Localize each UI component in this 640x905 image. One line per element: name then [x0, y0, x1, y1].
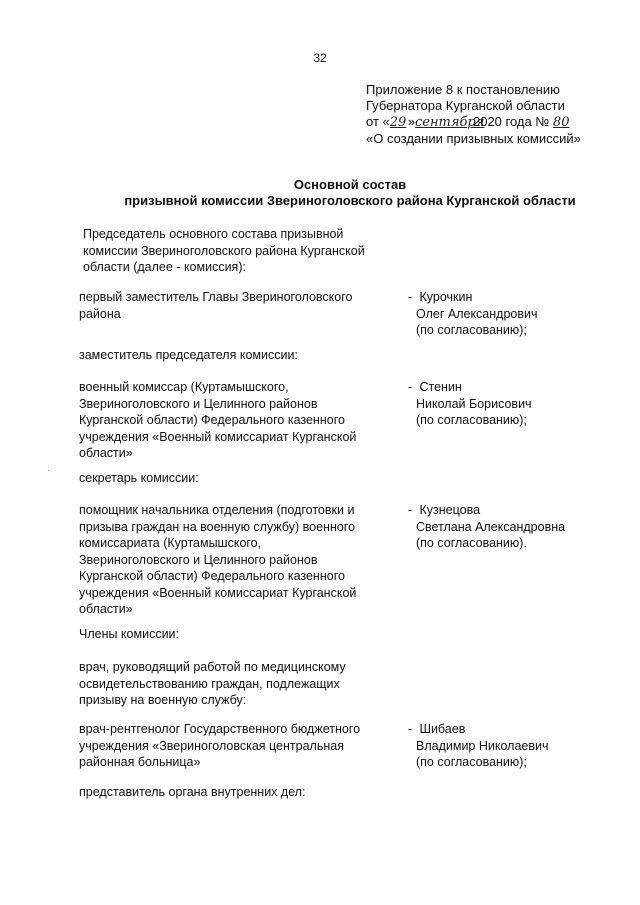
radiologist-person	[408, 721, 608, 771]
secretary-name: Светлана Александровна	[416, 519, 566, 534]
secretary-role-line-7: области»	[79, 602, 133, 616]
first-deputy-name: Олег Александрович	[416, 306, 538, 321]
deputy-heading: заместитель председателя комиссии:	[79, 348, 298, 362]
radiologist-role-line-3: районная больница»	[79, 755, 201, 769]
chairman-line-3: области (далее - комиссия):	[83, 260, 246, 274]
police-heading: представитель органа внутренних дел:	[79, 785, 306, 799]
first-deputy-role-line-2: района	[79, 306, 121, 321]
appendix-line-4: «О создании призывных комиссий»	[366, 131, 581, 146]
chairman-line-1: Председатель основного состава призывной	[83, 227, 344, 241]
radiologist-note: (по согласованию);	[416, 755, 527, 769]
handwritten-day: 29	[389, 115, 407, 130]
page-number: 32	[313, 51, 327, 65]
appendix-line-1: Приложение 8 к постановлению	[366, 82, 560, 97]
dash: -	[408, 290, 413, 304]
appendix-date-prefix: от «	[366, 114, 390, 129]
dash: -	[408, 722, 413, 736]
deputy-role	[79, 379, 399, 462]
appendix-date-sep: »	[407, 114, 415, 129]
appendix-header	[366, 82, 626, 147]
chairman-heading	[83, 226, 403, 276]
handwritten-month: сентября	[414, 115, 485, 130]
radiologist-role-line-2: учреждения «Звериноголовская центральная	[79, 738, 344, 753]
appendix-year: 2020 года №	[472, 114, 550, 129]
deputy-person	[408, 379, 608, 429]
deputy-surname: Стенин	[419, 380, 462, 394]
secretary-note: (по согласованию).	[416, 536, 527, 550]
doctor-heading-line-3: призыву на военную службу:	[79, 693, 247, 707]
first-deputy-role-line-1: первый заместитель Главы Звериноголовского	[79, 290, 353, 304]
first-deputy-person	[408, 289, 608, 339]
deputy-name: Николай Борисович	[416, 396, 532, 411]
first-deputy-role	[79, 289, 399, 322]
members-heading: Члены комиссии:	[79, 627, 180, 641]
doctor-heading	[79, 659, 399, 709]
secretary-role-line-4: Звериноголовского и Целинного районов	[79, 552, 318, 567]
dash: -	[408, 503, 413, 517]
scan-mark	[48, 470, 49, 471]
secretary-role-line-1: помощник начальника отделения (подготовки и	[79, 503, 355, 517]
radiologist-role-line-1: врач-рентгенолог Государственного бюджетного	[79, 722, 361, 736]
handwritten-number: 80	[552, 115, 570, 130]
doctor-heading-line-2: освидетельствованию граждан, подлежащих	[79, 676, 340, 691]
secretary-role-line-2: призыва граждан на военную службу) военного	[79, 519, 356, 534]
secretary-person	[408, 502, 608, 552]
title-line-1: Основной состав	[293, 177, 407, 192]
chairman-line-2: комиссии Звериноголовского района Курганской	[83, 243, 365, 258]
radiologist-surname: Шибаев	[419, 722, 466, 736]
deputy-role-line-3: Курганской области) Федерального казенного	[79, 413, 345, 427]
radiologist-role	[79, 721, 399, 771]
secretary-surname: Кузнецова	[419, 503, 481, 517]
dash: -	[408, 380, 413, 394]
secretary-heading: секретарь комиссии:	[79, 471, 199, 485]
title-line-2: призывной комиссии Звериноголовского района Курганской области	[124, 193, 576, 208]
deputy-role-line-4: учреждения «Военный комиссариат Курганской	[79, 429, 357, 444]
document-title	[0, 177, 640, 209]
secretary-role-line-6: учреждения «Военный комиссариат Курганской	[79, 585, 357, 600]
appendix-line-2: Губернатора Курганской области	[366, 98, 565, 113]
first-deputy-note: (по согласованию);	[416, 323, 527, 337]
deputy-role-line-2: Звериноголовского и Целинного районов	[79, 396, 318, 411]
doctor-heading-line-1: врач, руководящий работой по медицинскому	[79, 660, 346, 674]
first-deputy-surname: Курочкин	[419, 290, 473, 304]
deputy-role-line-1: военный комиссар (Куртамышского,	[79, 380, 289, 394]
radiologist-name: Владимир Николаевич	[416, 738, 549, 753]
secretary-role-line-3: комиссариата (Куртамышского,	[79, 536, 262, 550]
deputy-role-line-5: области»	[79, 446, 133, 460]
secretary-role	[79, 502, 399, 618]
appendix-date-line	[366, 114, 626, 131]
secretary-role-line-5: Курганской области) Федерального казенного	[79, 569, 345, 583]
deputy-note: (по согласованию);	[416, 413, 527, 427]
